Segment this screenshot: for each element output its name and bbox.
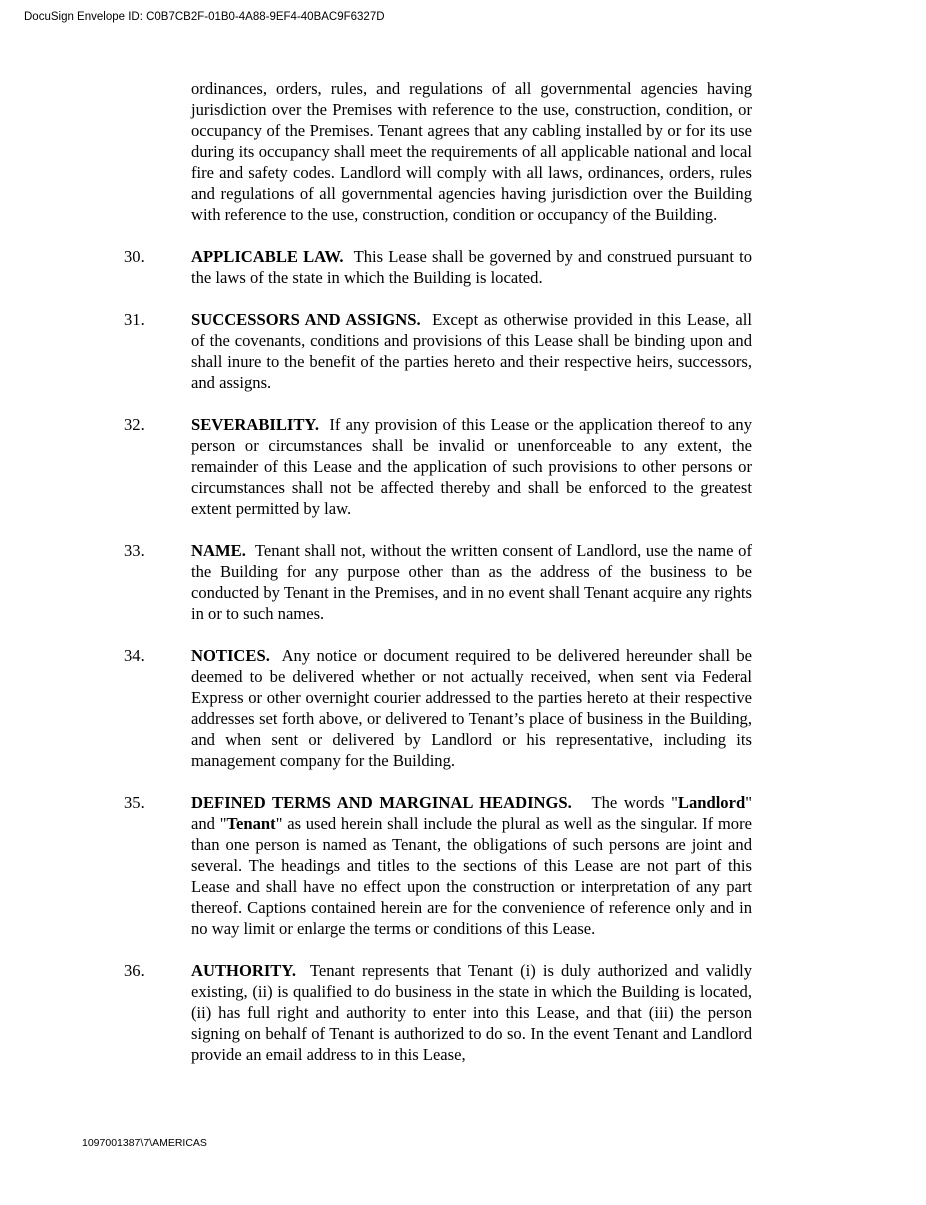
lease-body — [0, 78, 926, 1065]
section-heading: DEFINED TERMS AND MARGINAL HEADINGS. — [191, 793, 572, 812]
section-heading: NAME. — [191, 541, 246, 560]
defined-term-tenant: Tenant — [226, 814, 276, 833]
section-text: Tenant shall not, without the written consent of Landlord, use the name of the Building for any purpose other than as the address of the business to be conducted by Tenant in the Premises, and in no event shall Tenant acquire any rights in or to such names. — [191, 541, 753, 623]
section-number: 32. — [124, 415, 145, 434]
section-heading: AUTHORITY. — [191, 961, 296, 980]
section-text: If any provision of this Lease or the application thereof to any person or circumstances shall be invalid or unenforceable to any extent, the remainder of this Lease and the application of such provisions to other persons or circumstances shall not be affected thereby and shall be enforced to the greatest extent permitted by law. — [191, 415, 752, 518]
section-heading: SEVERABILITY. — [191, 415, 320, 434]
section-number: 31. — [124, 310, 145, 329]
defined-term-landlord: Landlord — [677, 793, 746, 812]
section-number: 34. — [124, 646, 145, 665]
continuation-paragraph: ordinances, orders, rules, and regulations of all governmental agencies having jurisdiction over the Premises with reference to the use, construction, condition, or occupancy of the Premises. Tenant agrees that any cabling installed by or for its use during its occupancy shall meet the requirements of all applicable national and local fire and safety codes. Landlord will comply with all laws, ordinances, orders, rules and regulations of all governmental agencies having jurisdiction over the Building with reference to the use, construction, condition or occupancy of the Building. — [191, 79, 752, 224]
section-heading: NOTICES. — [191, 646, 270, 665]
section-30 — [0, 246, 926, 288]
section-number: 35. — [124, 793, 145, 812]
section-text: Except as otherwise provided in this Lease, all of the covenants, conditions and provisions of this Lease shall be binding upon and shall inure to the benefit of the parties hereto and their respective heirs, successors, and assigns. — [191, 310, 753, 392]
section-heading: SUCCESSORS AND ASSIGNS. — [191, 310, 421, 329]
section-text: Tenant represents that Tenant (i) is duly authorized and validly existing, (ii) is qualified to do business in the state in which the Building is located, (ii) has full right and authority to enter into this Lease, and that (iii) the person signing on behalf of Tenant is authorized to do so. In the event Tenant and Landlord provide an email address to in this Lease, — [191, 961, 752, 1064]
section-heading: APPLICABLE LAW. — [191, 247, 344, 266]
section-36 — [0, 960, 926, 1065]
section-number: 30. — [124, 247, 145, 266]
section-text-part: " as used herein shall include the plural as well as the singular. If more than one person is named as Tenant, the obligations of such persons are joint and several. The headings and titles to the sections of this Lease are not part of this Lease and shall have no effect upon the construction or interpretation of any part thereof. Captions contained herein are for the convenience of reference only and in no way limit or enlarge the terms or conditions of this Lease. — [191, 814, 752, 938]
section-text: This Lease shall be governed by and construed pursuant to the laws of the state in which the Building is located. — [191, 247, 753, 287]
section-text: Any notice or document required to be delivered hereunder shall be deemed to be delivered whether or not actually received, when sent via Federal Express or other overnight courier addressed to the parties hereto at their respective addresses set forth above, or delivered to Tenant’s place of business in the Building, and when sent or delivered by Landlord or his representative, including its management company for the Building. — [191, 646, 752, 770]
section-text-part: The words " — [591, 793, 678, 812]
document-reference: 1097001387\7\AMERICAS — [82, 1137, 207, 1149]
section-32 — [0, 414, 926, 519]
section-35 — [0, 792, 926, 939]
section-34 — [0, 645, 926, 771]
section-number: 36. — [124, 961, 145, 980]
section-text-part: " and " — [191, 793, 752, 833]
section-number: 33. — [124, 541, 145, 560]
docusign-envelope-id: DocuSign Envelope ID: C0B7CB2F-01B0-4A88-9EF4-40BAC9F6327D — [24, 11, 385, 23]
section-33 — [0, 540, 926, 624]
section-31 — [0, 309, 926, 393]
